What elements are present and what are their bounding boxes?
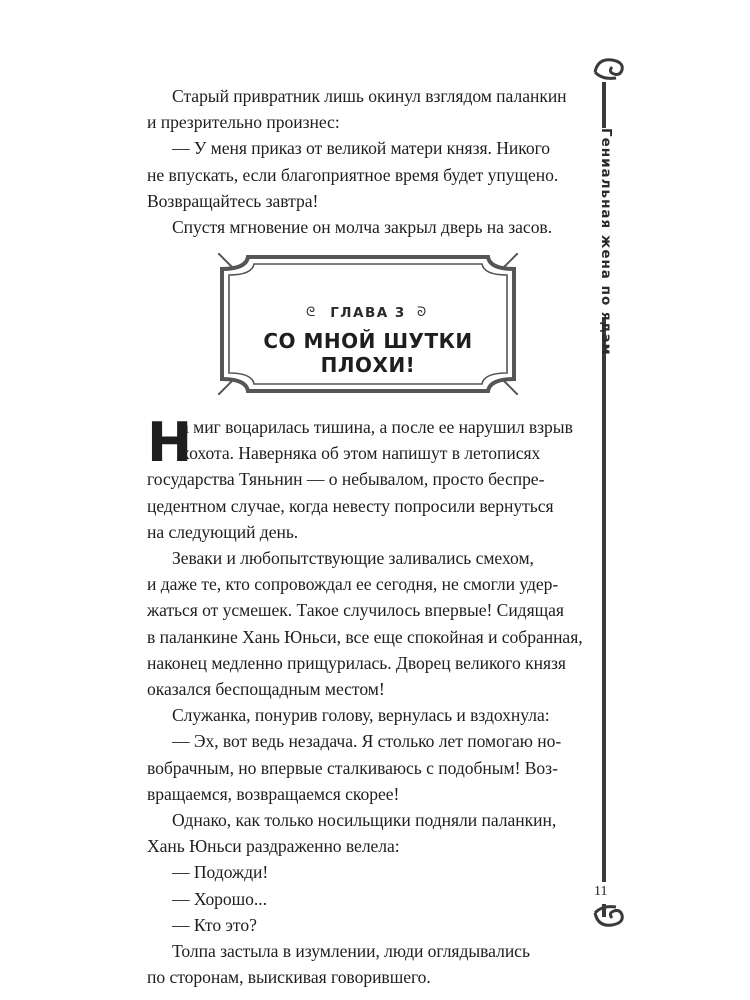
page-number: 11: [594, 884, 608, 899]
text-line: государства Тяньнин — о небывалом, просто беспре-: [147, 469, 545, 490]
chapter-number: ГЛАВА 3: [330, 305, 406, 321]
left-ornament-icon: ᘓ: [306, 305, 316, 320]
text-line: вращаемся, возвращаемся скорее!: [147, 783, 400, 804]
text-line: по сторонам, выискивая говорившего.: [147, 967, 431, 988]
text-line: — Хорошо...: [172, 888, 267, 909]
main-text-block: [147, 411, 583, 990]
text-line: оказался беспощадным местом!: [147, 679, 385, 700]
text-line: Спустя мгновение он молча закрыл дверь на засов.: [172, 217, 553, 238]
text-line: Толпа застыла в изумлении, люди оглядывались: [172, 941, 530, 962]
text-line: Служанка, понурив голову, вернулась и вздохнула:: [172, 705, 550, 726]
right-ornament-icon: ᘐ: [417, 305, 427, 320]
text-line: и даже те, кто сопровождал ее сегодня, не смогли удер-: [147, 574, 559, 595]
chapter-heading: [218, 253, 518, 395]
top-text-block: [147, 83, 580, 240]
text-line: не впускать, если благоприятное время будет упущено.: [147, 164, 559, 185]
text-line: вобрачным, но впервые сталкиваюсь с подобным! Воз-: [147, 757, 558, 778]
text-line: а миг воцарилась тишина, а после ее нарушил взрыв: [181, 417, 573, 437]
text-line: наконец медленно прищурилась. Дворец великого князя: [147, 652, 566, 673]
text-line: хохота. Наверняка об этом напишут в летописях: [181, 443, 541, 464]
running-title: Гениальная жена по ядам: [598, 128, 614, 356]
text-line: Хань Юньси раздраженно велела:: [147, 836, 400, 857]
text-line: в паланкине Хань Юньси, все еще спокойная и собранная,: [147, 626, 583, 647]
text-line: Однако, как только носильщики подняли паланкин,: [172, 810, 557, 831]
text-line: и презрительно произнес:: [147, 112, 340, 133]
text-line: Зеваки и любопытствующие заливались смехом,: [172, 548, 534, 569]
drop-cap: Н: [147, 411, 193, 474]
text-line: жаться от усмешек. Такое случилось впервые! Сидящая: [147, 600, 564, 621]
side-rail: [592, 50, 632, 935]
text-line: — Подожди!: [172, 862, 269, 883]
text-line: цедентном случае, когда невесту попросили вернуться: [147, 495, 554, 516]
text-line: — Эх, вот ведь незадача. Я столько лет помогаю но-: [172, 731, 562, 752]
chapter-title: СО МНОЙ ШУТКИ ПЛОХИ!: [263, 329, 473, 377]
text-line: — Кто это?: [172, 914, 257, 935]
text-line: Старый привратник лишь окинул взглядом паланкин: [172, 86, 567, 106]
page-number-box: [592, 882, 618, 904]
text-line: на следующий день.: [147, 521, 299, 542]
text-line: Возвращайтесь завтра!: [147, 190, 319, 211]
running-title-box: [592, 128, 618, 356]
text-line: — У меня приказ от великой матери князя. Никого: [172, 138, 551, 159]
